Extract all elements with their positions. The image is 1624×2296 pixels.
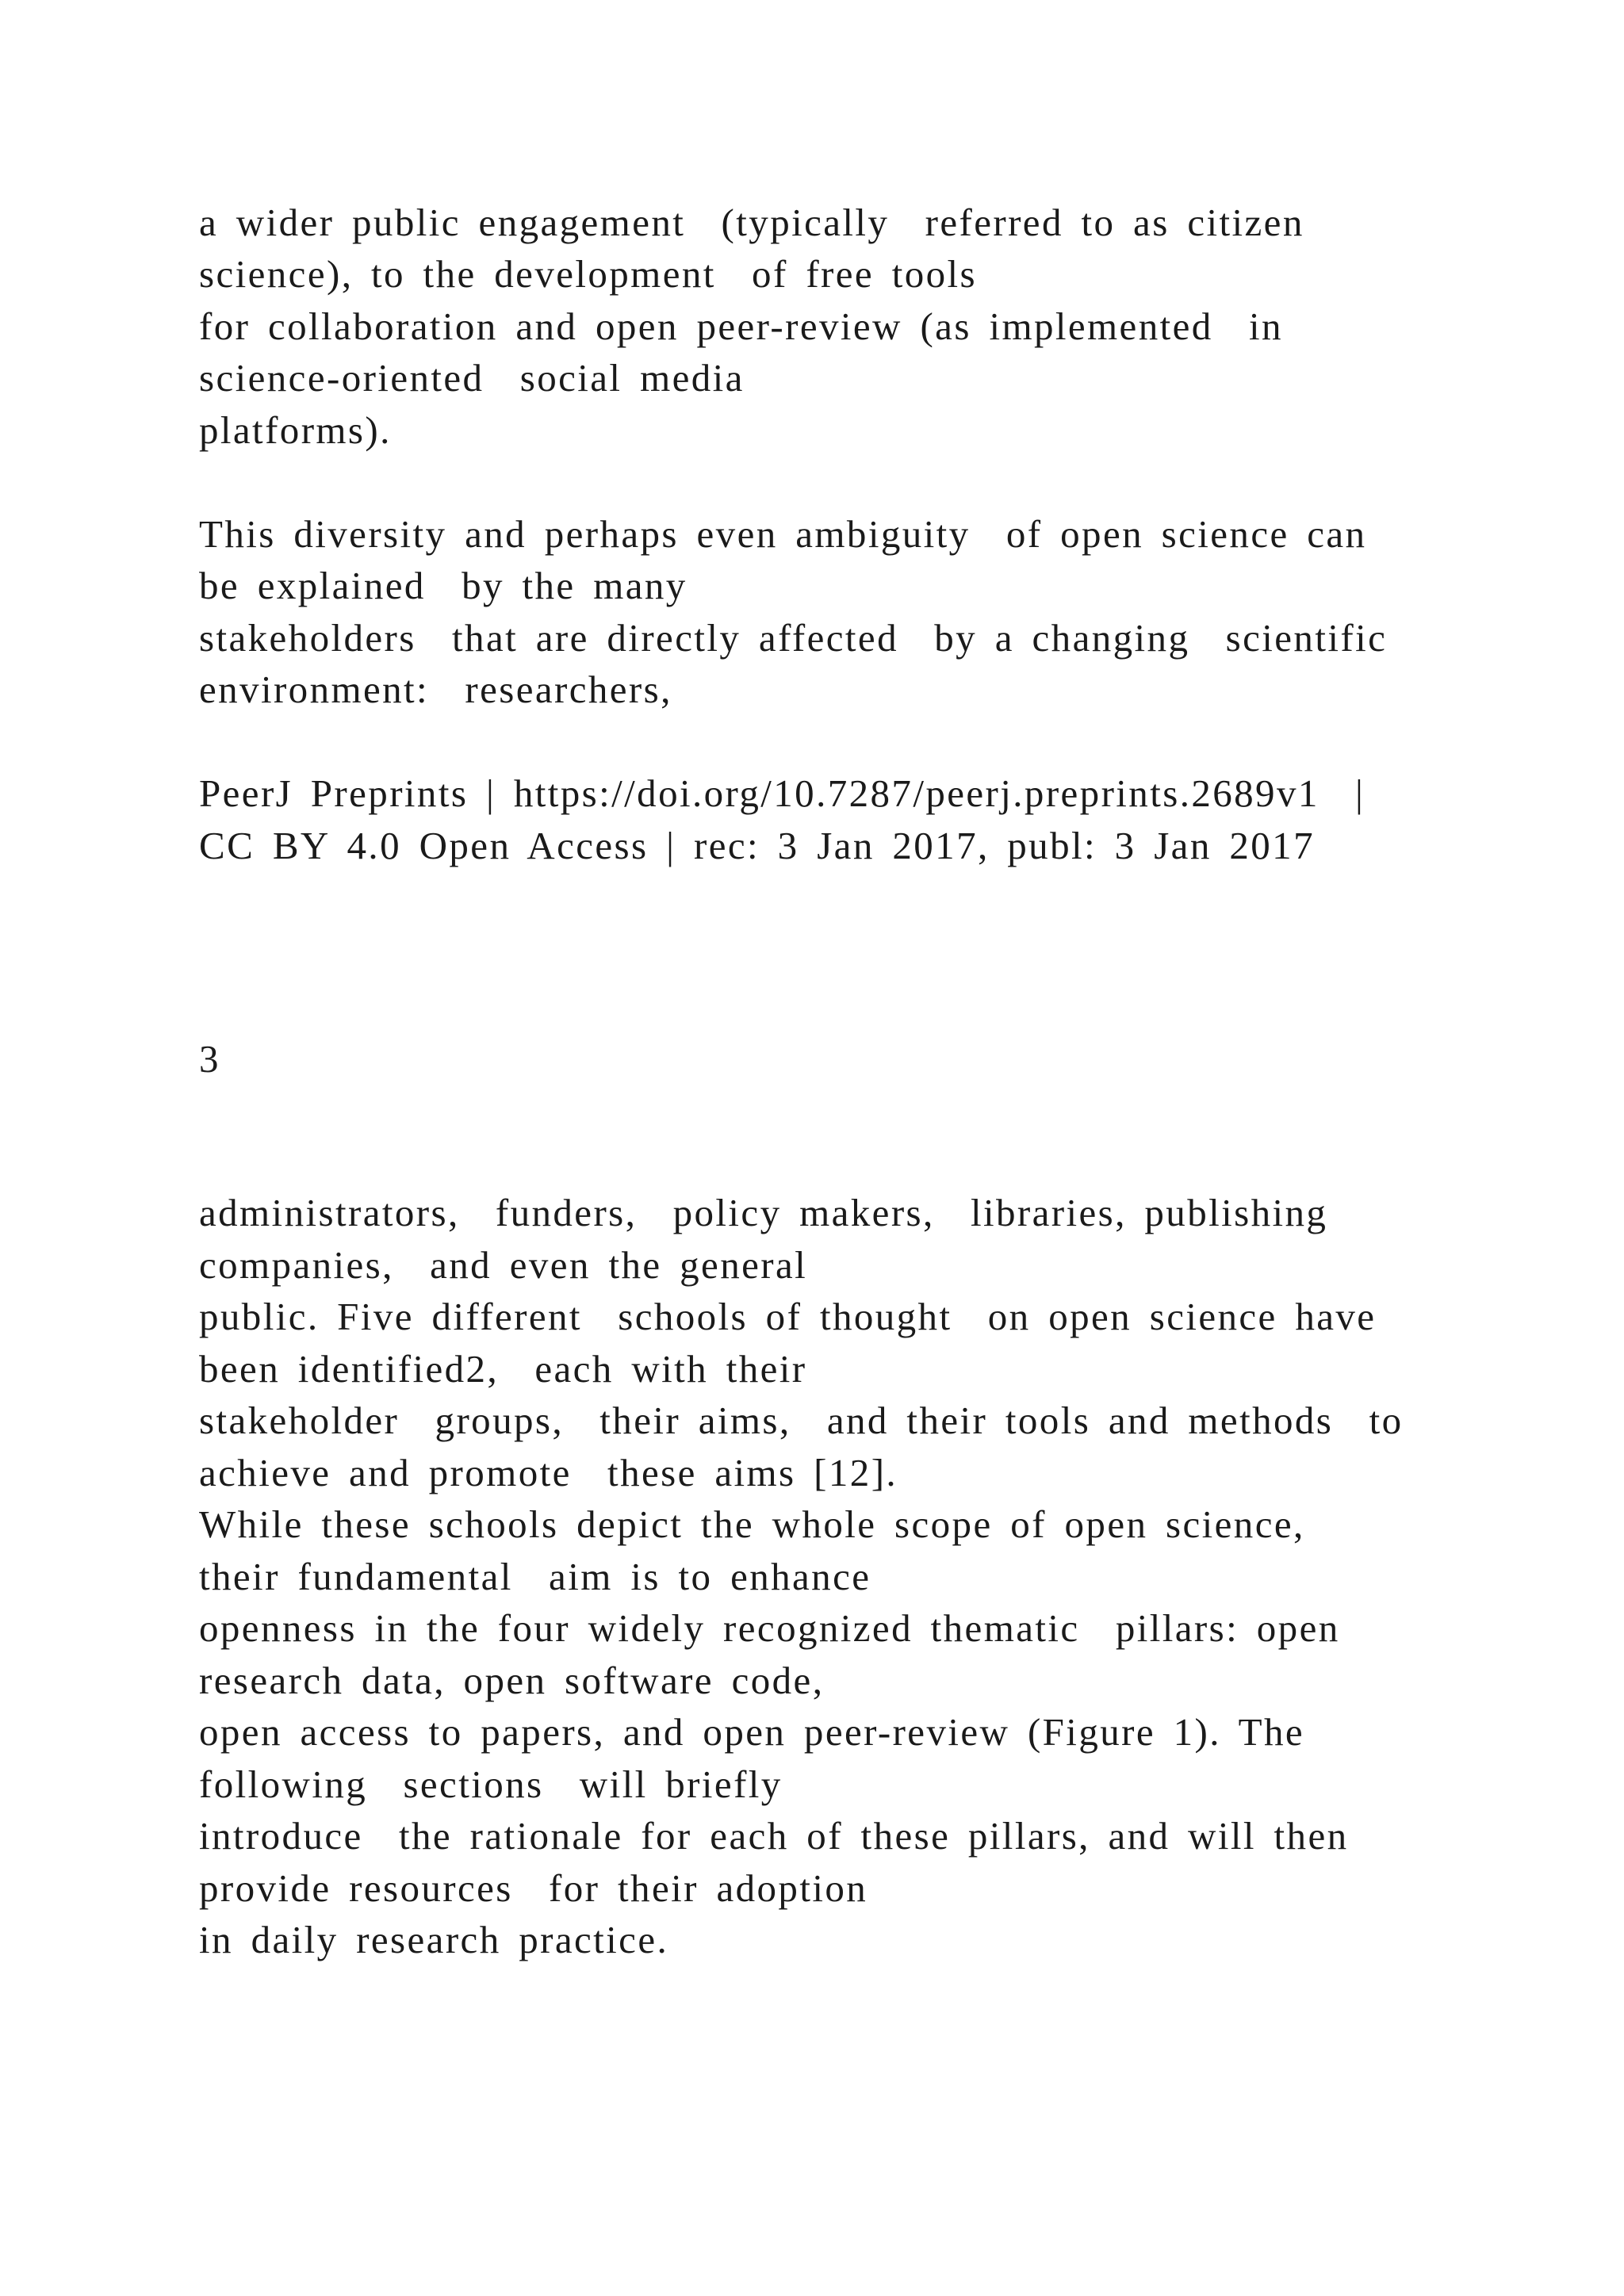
paragraph-3-line-1: administrators, funders, policy makers, libraries, publishing: [199, 1191, 1328, 1234]
paragraph-2-line-3: stakeholders that are directly affected by a changing scientific: [199, 616, 1388, 660]
paragraph-3-line-4: been identified2, each with their: [199, 1347, 807, 1391]
preprint-footer-line-2: CC BY 4.0 Open Access | rec: 3 Jan 2017, publ: 3 Jan 2017: [199, 824, 1315, 867]
preprint-footer-line-1: PeerJ Preprints | https://doi.org/10.7287/peerj.preprints.2689v1 |: [199, 771, 1365, 815]
paragraph-2-line-1: This diversity and perhaps even ambiguity of open science can: [199, 512, 1367, 556]
paragraph-3-line-5: stakeholder groups, their aims, and their tools and methods to: [199, 1399, 1404, 1442]
paragraph-3-line-3: public. Five different schools of thought on open science have: [199, 1295, 1377, 1338]
paragraph-3-line-14: provide resources for their adoption: [199, 1866, 868, 1910]
paragraph-3-line-13: introduce the rationale for each of these pillars, and will then: [199, 1814, 1349, 1858]
paragraph-3-line-7: While these schools depict the whole scope of open science,: [199, 1502, 1305, 1546]
paragraph-3-line-15: in daily research practice.: [199, 1918, 669, 1961]
paragraph-1-line-2: science), to the development of free tools: [199, 252, 978, 296]
page-number: 3: [199, 1037, 220, 1081]
paragraph-3-line-8: their fundamental aim is to enhance: [199, 1555, 871, 1598]
paragraph-1-line-1: a wider public engagement (typically referred to as citizen: [199, 201, 1304, 244]
paragraph-3-line-12: following sections will briefly: [199, 1762, 783, 1806]
paragraph-3-line-10: research data, open software code,: [199, 1659, 825, 1702]
paragraph-3-line-2: companies, and even the general: [199, 1243, 808, 1287]
paragraph-2-line-2: be explained by the many: [199, 564, 688, 607]
paragraph-3-line-6: achieve and promote these aims [12].: [199, 1451, 898, 1494]
paragraph-1-line-3: for collaboration and open peer-review (as implemented in: [199, 304, 1283, 348]
paragraph-3-line-9: openness in the four widely recognized thematic pillars: open: [199, 1606, 1340, 1650]
paragraph-1-line-4: science-oriented social media: [199, 356, 745, 400]
paragraph-3-line-11: open access to papers, and open peer-review (Figure 1). The: [199, 1710, 1305, 1754]
paragraph-2-line-4: environment: researchers,: [199, 668, 672, 711]
paragraph-1-line-5: platforms).: [199, 408, 392, 452]
